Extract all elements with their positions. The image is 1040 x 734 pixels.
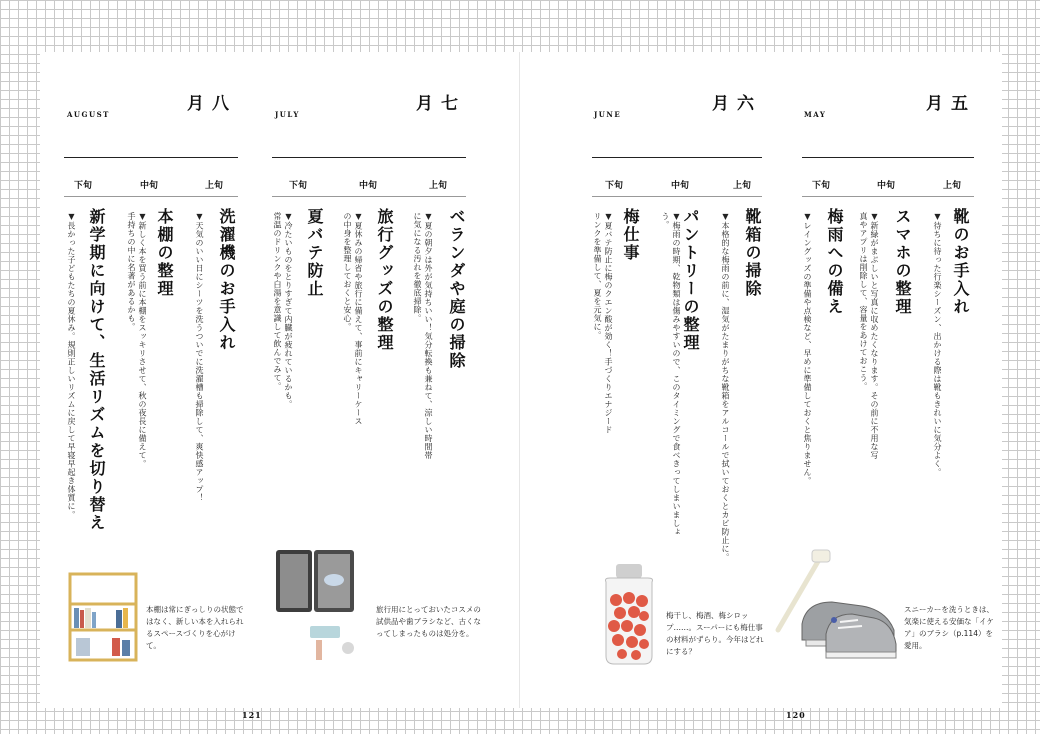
- month-jp-label: 八月: [183, 94, 228, 115]
- period-rule: [592, 196, 762, 197]
- task-title: 新学期に向けて、生活リズムを切り替え: [87, 208, 106, 532]
- month-jp-label: 五月: [922, 94, 967, 115]
- task-body: ▼夏の朝夕は外が気持ちいい！気分転換も兼ねて、涼しい時間帯に気になる汚れを徹底掃除。: [413, 212, 433, 460]
- task-title: 夏バテ防止: [305, 208, 324, 298]
- task-body: ▼冷たいものをとりすぎて内臓が疲れているかも。常温のドリンクや白湯を意識して飲んでみて。: [273, 212, 293, 409]
- month-en-label: JUNE: [594, 110, 622, 119]
- task-body: ▼夏休みの帰省や旅行に備えて、事前にキャリーケースの中身を整理しておくと安心。: [343, 212, 363, 426]
- task-title: 靴のお手入れ: [951, 208, 970, 316]
- period-mid: 中旬: [140, 181, 159, 191]
- month-rule: [272, 157, 466, 158]
- month-en-label: MAY: [804, 110, 827, 119]
- illustration-caption: 梅干し、梅酒、梅シロップ……。スーパーにも梅仕事の材料がずらり。今年はどれにする？: [666, 611, 764, 656]
- task-body: ▼待ちに待った行楽シーズン、出かける際は靴もきれいに気分よく。: [933, 212, 942, 477]
- task-body: ▼梅雨の時期、乾物類は傷みやすいので、このタイミングで食べきってしまいましょう。: [661, 212, 681, 536]
- page-gutter: [519, 52, 520, 708]
- month-rule: [592, 157, 762, 158]
- sneaker-brush-illustration: [766, 548, 902, 664]
- page-number: 120: [786, 710, 806, 720]
- period-late: 下旬: [289, 181, 308, 191]
- umeboshi-jar-illustration: [596, 560, 662, 670]
- period-early: 上旬: [733, 181, 752, 191]
- task-body: ▼長かった子どもたちの夏休み。規則正しいリズムに戻して早寝早起き体質に。: [67, 212, 76, 519]
- task-body: ▼天気のいい日にシーツを洗うついでに洗濯槽も掃除して、爽快感アップ！: [195, 212, 204, 502]
- period-early: 上旬: [943, 181, 962, 191]
- month-rule: [64, 157, 238, 158]
- period-mid: 中旬: [359, 181, 378, 191]
- task-title: 靴箱の掃除: [743, 208, 762, 298]
- period-rule: [802, 196, 974, 197]
- task-title: 梅仕事: [621, 208, 640, 262]
- month-rule: [802, 157, 974, 158]
- task-body: ▼夏バテ防止に梅のクエン酸が効く！手づくりエナジードリンクを準備して、夏を元気に。: [593, 212, 613, 434]
- period-mid: 中旬: [877, 181, 896, 191]
- month-en-label: JULY: [275, 110, 300, 119]
- task-title: スマホの整理: [893, 208, 912, 316]
- month-en-label: AUGUST: [67, 110, 110, 119]
- period-rule: [272, 196, 466, 197]
- task-body: ▼レイングッズの準備や点検など、早めに準備しておくと焦りません。: [803, 212, 812, 485]
- task-title: ベランダや庭の掃除: [447, 208, 466, 370]
- period-late: 下旬: [74, 181, 93, 191]
- task-title: 洗濯機のお手入れ: [217, 208, 236, 352]
- task-title: 本棚の整理: [155, 208, 174, 298]
- task-title: パントリーの整理: [681, 208, 700, 352]
- task-body: ▼新緑がまぶしいと写真に収めたくなります。その前に不用な写真やアプリは削除して、容量をあけておこう。: [859, 212, 879, 460]
- period-late: 下旬: [605, 181, 624, 191]
- suitcase-illustration: [270, 544, 366, 664]
- period-early: 上旬: [205, 181, 224, 191]
- month-jp-label: 七月: [412, 94, 457, 115]
- illustration-caption: 旅行用にとっておいたコスメの試供品や歯ブラシなど、古くなってしまったものは処分を。: [376, 605, 481, 638]
- task-title: 梅雨への備え: [825, 208, 844, 316]
- task-body: ▼新しく本を買う前に本棚をスッキリさせて、秋の夜長に備えて。手持ちの中に名著があるかも。: [127, 212, 147, 468]
- task-title: 旅行グッズの整理: [375, 208, 394, 352]
- period-late: 下旬: [812, 181, 831, 191]
- page-number: 121: [242, 710, 262, 720]
- illustration-caption: スニーカーを洗うときは、気楽に使える安価な「イケア」のブラシ（p.114）を愛用。: [904, 605, 994, 650]
- period-rule: [64, 196, 238, 197]
- illustration-caption: 本棚は常にぎっしりの状態ではなく、新しい本を入れられるスペースづくりを心がけて。: [146, 605, 244, 650]
- period-early: 上旬: [429, 181, 448, 191]
- month-jp-label: 六月: [708, 94, 753, 115]
- period-mid: 中旬: [671, 181, 690, 191]
- bookshelf-illustration: [66, 568, 140, 664]
- task-body: ▼本格的な梅雨の前に、湿気がたまりがちな靴箱をアルコールで拭いておくとカビ防止に。: [721, 212, 730, 562]
